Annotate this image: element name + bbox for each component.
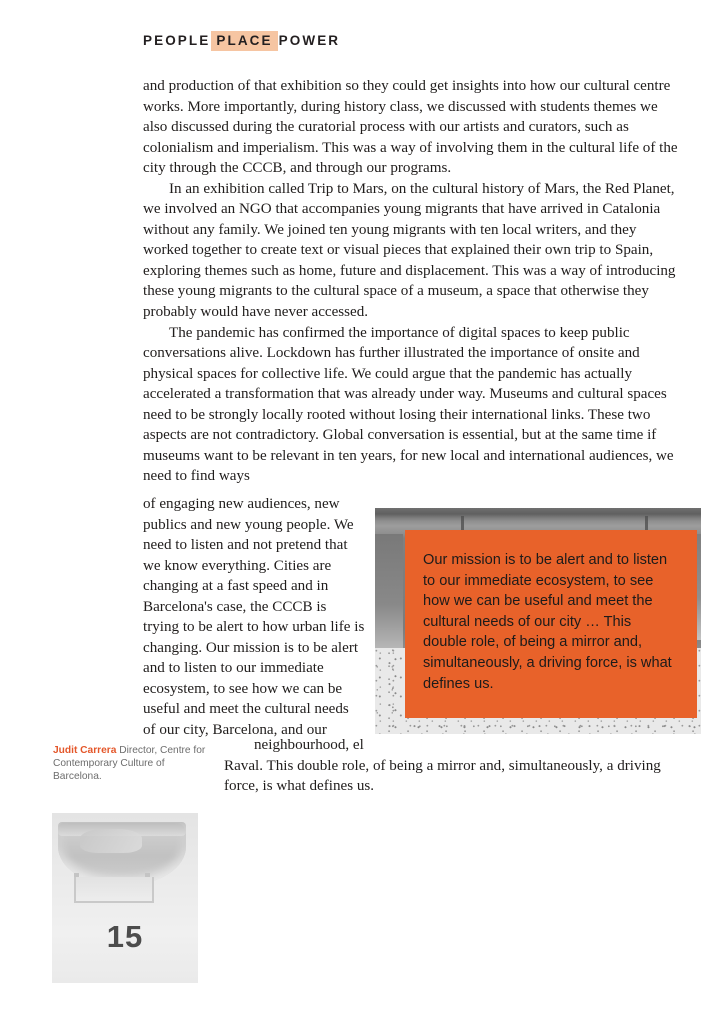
glass-stand — [74, 877, 154, 903]
paragraph-tail-line-2: Raval. This double role, of being a mirror and, simultaneously, a driving force, is what defines us. — [224, 757, 661, 795]
paragraph-pandemic: The pandemic has confirmed the importance of digital spaces to keep public conversations alive. Lockdown has further illustrated the importance of onsite and physical spaces for collective life. We could argue that the pandemic has actually accelerated a transformation that was already under way. Museums and cultural spaces need to be strongly locally rooted without losing their international links. These two aspects are not contradictory. Global conversation is essential, but at the same time if museums want to be relevant in ten years, for new local and international audiences, we need to find ways — [143, 324, 674, 485]
pull-quote-block — [405, 530, 697, 718]
photo-left-stone — [375, 534, 403, 652]
paragraph-trip-to-mars: In an exhibition called Trip to Mars, on the cultural history of Mars, the Red Planet, we involved an NGO that accompanies young migrants that have arrived in Catalonia without any family. We joined ten young migrants with ten local writers, and they worked together to create text or visual pieces that explained their own trip to Spain, exploring themes such as home, future and displacement. This was a way of introducing these young migrants to the cultural space of a museum, a space that otherwise they probably would have never accessed. — [143, 180, 676, 321]
paragraph-tail-line-1: neighbourhood, el — [254, 737, 364, 753]
page-number: 15 — [106, 919, 144, 954]
author-role: Director, Centre for Contemporary Culture of Barcelona. — [53, 745, 206, 783]
header-word-power: POWER — [278, 33, 341, 48]
header-word-place-highlighted: PLACE — [211, 31, 277, 51]
body-text-tail-column — [224, 735, 680, 797]
header-word-people: PEOPLE — [143, 33, 211, 48]
running-header — [143, 33, 340, 48]
body-text-column — [143, 76, 681, 487]
folio-figure — [52, 813, 198, 983]
author-name: Judit Carrera — [53, 745, 117, 756]
paragraph-pandemic-continued: of engaging new audiences, new publics and new young people. We need to listen and not pretend that we know everything. Cities are changing at a fast speed and in Barcelona's case, the CCCB is trying to be alert to how urban life is changing. Our mission is to be alert and to listen to our immediate ecosystem, to see how we can be useful and meet the cultural needs of our city, Barcelona, and our — [143, 496, 365, 739]
author-caption — [53, 744, 208, 784]
quote-figure — [375, 508, 701, 734]
body-text-narrow-column — [143, 494, 365, 741]
glass-bowl-inner — [80, 829, 142, 853]
pull-quote-text: Our mission is to be alert and to listen to our immediate ecosystem, to see how we can be useful and meet the cultural needs of our city … This double role, of being a mirror and, simultaneously, a driving force, is what defines us. — [423, 552, 672, 692]
paragraph-exhibition-production: and production of that exhibition so they could get insights into how our cultural centre works. More importantly, during history class, we discussed with students themes we also discussed during the curatorial process with our artists and curators, such as colonialism and imperialism. This was a way of involving them in the cultural life of the city through the CCCB, and through our programs. — [143, 78, 678, 177]
glass-object-photo — [52, 813, 198, 983]
